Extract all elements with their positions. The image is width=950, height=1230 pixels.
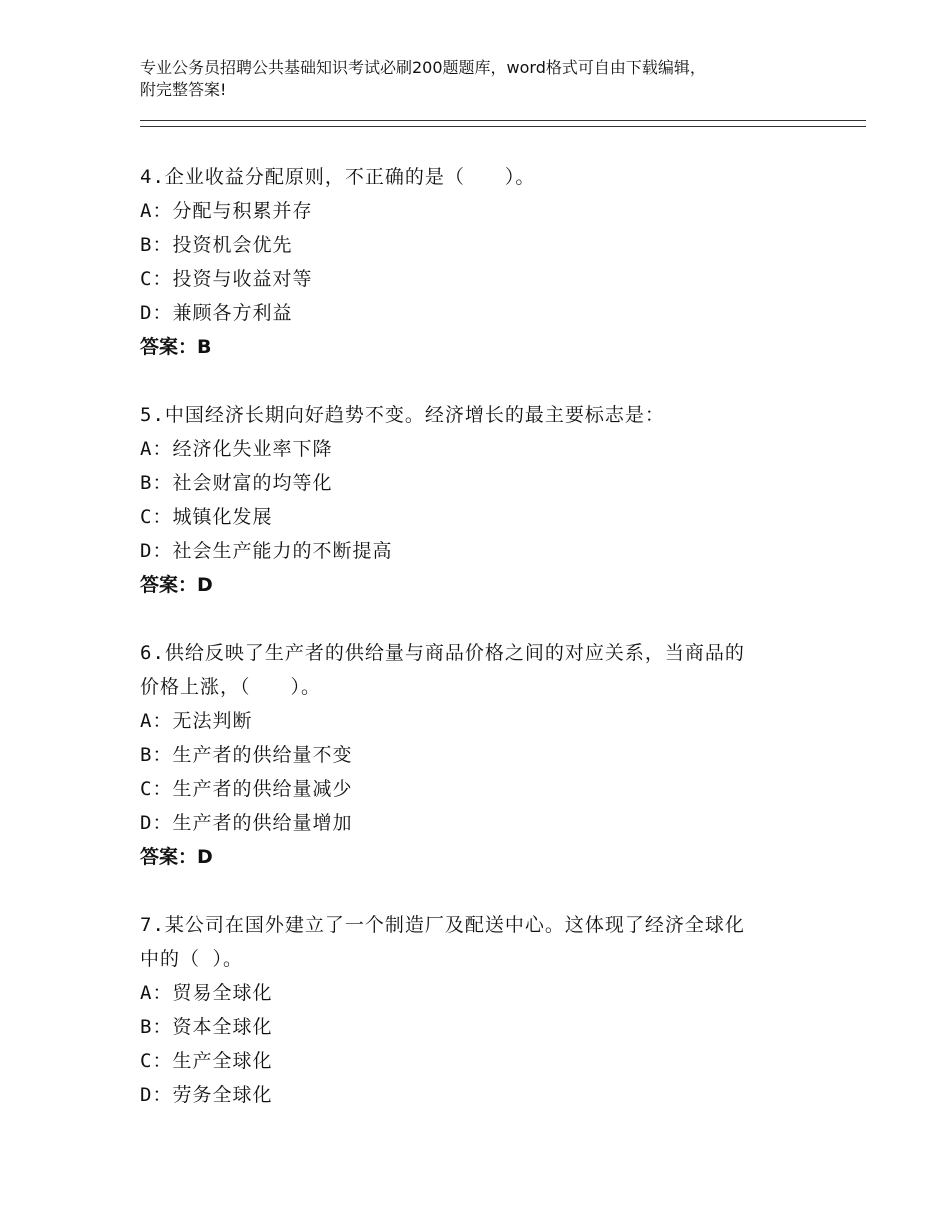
option-c: C：投资与收益对等 [140, 268, 313, 290]
option-d: D：社会生产能力的不断提高 [140, 540, 393, 562]
question-stem-continued: 价格上涨，（ ）。 [140, 676, 322, 698]
question-5 [140, 398, 820, 602]
answer-label: 答案：D [140, 846, 213, 868]
option-d: D：生产者的供给量增加 [140, 812, 353, 834]
option-a: A：经济化失业率下降 [140, 438, 333, 460]
question-7 [140, 908, 820, 1112]
option-d: D：兼顾各方利益 [140, 302, 293, 324]
question-stem: 5.中国经济长期向好趋势不变。经济增长的最主要标志是： [140, 404, 665, 426]
header-divider [140, 120, 866, 127]
option-a: A：贸易全球化 [140, 982, 273, 1004]
header-line-2: 附完整答案! [140, 80, 227, 99]
question-4 [140, 160, 820, 364]
option-b: B：生产者的供给量不变 [140, 744, 353, 766]
option-a: A：无法判断 [140, 710, 253, 732]
question-stem-continued: 中的（ ）。 [140, 948, 243, 970]
option-b: B：社会财富的均等化 [140, 472, 333, 494]
header-line-1: 专业公务员招聘公共基础知识考试必刷200题题库，word格式可自由下载编辑， [140, 58, 706, 77]
option-b: B：资本全球化 [140, 1016, 273, 1038]
question-stem: 4.企业收益分配原则，不正确的是（ ）。 [140, 166, 536, 188]
option-c: C：生产者的供给量减少 [140, 778, 353, 800]
option-d: D：劳务全球化 [140, 1084, 273, 1106]
answer-label: 答案：D [140, 574, 213, 596]
question-6 [140, 636, 820, 874]
option-c: C：生产全球化 [140, 1050, 273, 1072]
document-header [140, 57, 820, 101]
option-b: B：投资机会优先 [140, 234, 293, 256]
question-list [140, 160, 820, 1146]
answer-label: 答案：B [140, 336, 212, 358]
option-a: A：分配与积累并存 [140, 200, 313, 222]
question-stem: 6.供给反映了生产者的供给量与商品价格之间的对应关系，当商品的 [140, 642, 745, 664]
option-c: C：城镇化发展 [140, 506, 273, 528]
question-stem: 7.某公司在国外建立了一个制造厂及配送中心。这体现了经济全球化 [140, 914, 745, 936]
